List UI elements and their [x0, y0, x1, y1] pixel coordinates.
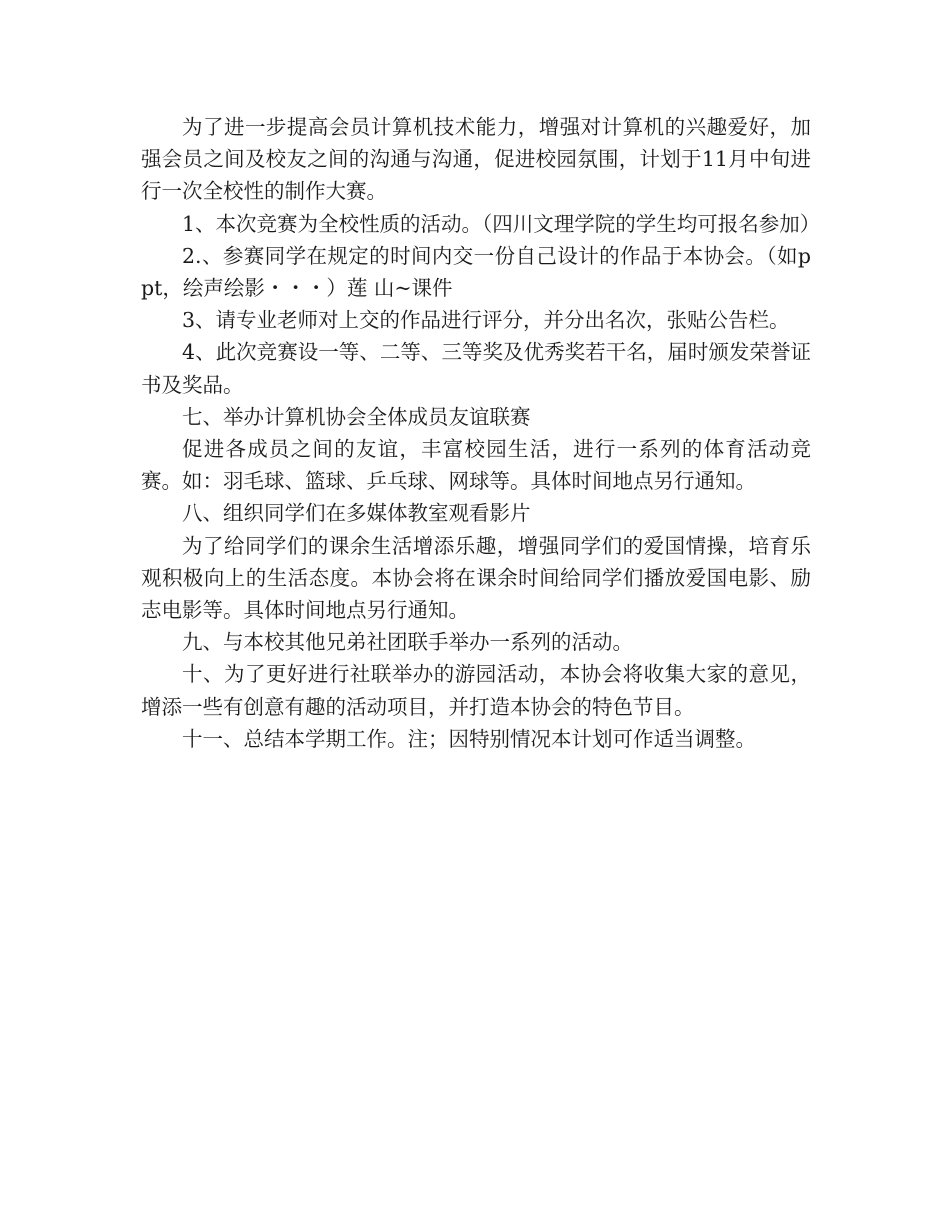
paragraph-rule-2: 2.、参赛同学在规定的时间内交一份自己设计的作品于本协会。（如ppt，绘声绘影・・・）莲 山~课件 — [141, 243, 811, 301]
section-heading-8: 八、组织同学们在多媒体教室观看影片 — [182, 501, 531, 526]
section-heading-9: 九、与本校其他兄弟社团联手举办一系列的活动。 — [182, 630, 633, 655]
section-heading-10: 十、为了更好进行社联举办的游园活动，本协会将收集大家的意见，增添一些有创意有趣的活动项目，并打造本协会的特色节目。 — [141, 662, 811, 719]
paragraph-section-7: 促进各成员之间的友谊，丰富校园生活，进行一系列的体育活动竞赛。如：羽毛球、篮球、乒乓球、网球等。具体时间地点另行通知。 — [141, 437, 811, 494]
section-heading-11: 十一、总结本学期工作。注；因特别情况本计划可作适当调整。 — [182, 726, 756, 751]
paragraph-rule-4: 4、此次竞赛设一等、二等、三等奖及优秀奖若干名，届时颁发荣誉证书及奖品。 — [141, 340, 811, 397]
paragraph-intro: 为了进一步提高会员计算机技术能力，增强对计算机的兴趣爱好，加强会员之间及校友之间的沟通与沟通，促进校园氛围，计划于11月中旬进行一次全校性的制作大赛。 — [141, 115, 811, 204]
paragraph-section-8: 为了给同学们的课余生活增添乐趣，增强同学们的爱国情操，培育乐观积极向上的生活态度。本协会将在课余时间给同学们播放爱国电影、励志电影等。具体时间地点另行通知。 — [141, 533, 811, 623]
document-body — [141, 111, 821, 755]
paragraph-rule-3: 3、请专业老师对上交的作品进行评分，并分出名次，张贴公告栏。 — [182, 308, 790, 333]
section-heading-7: 七、举办计算机协会全体成员友谊联赛 — [182, 404, 531, 429]
paragraph-rule-1: 1、本次竞赛为全校性质的活动。（四川文理学院的学生均可报名参加） — [182, 211, 821, 236]
